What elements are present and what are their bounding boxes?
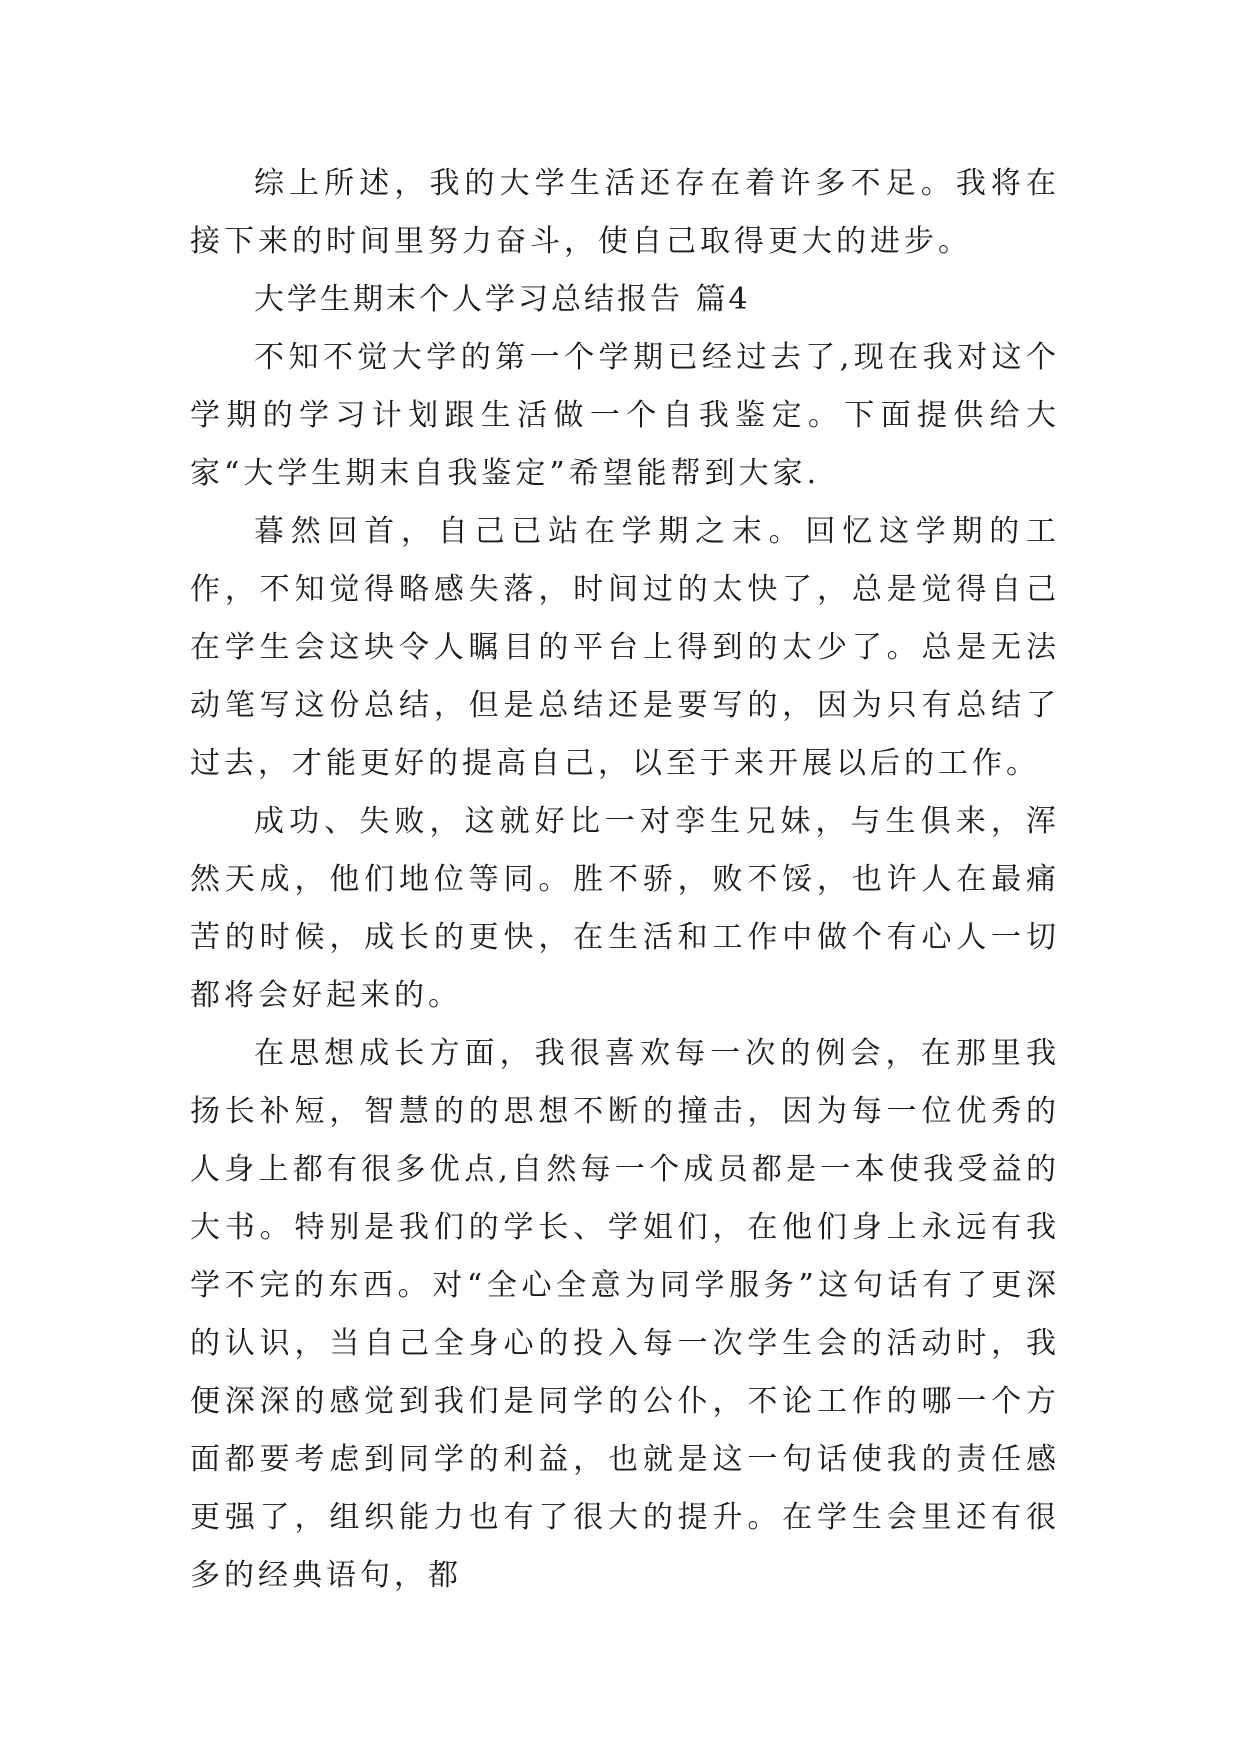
paragraph-intro: 不知不觉大学的第一个学期已经过去了,现在我对这个学期的学习计划跟生活做一个自我鉴定。下面提供给大家“大学生期末自我鉴定”希望能帮到大家. [190,340,1060,491]
paragraph-growth: 在思想成长方面，我很喜欢每一次的例会，在那里我扬长补短，智慧的的思想不断的撞击，因为每一位优秀的人身上都有很多优点,自然每一个成员都是一本使我受益的大书。特别是我们的学长、学姐们，在他们身上永远有我学不完的东西。对“全心全意为同学服务”这句话有了更深的认识，当自己全身心的投入每一次学生会的活动时，我便深深的感觉到我们是同学的公仆，不论工作的哪一个方面都要考虑到同学的利益，也就是这一句话使我的责任感更强了，组织能力也有了很大的提升。在学生会里还有很多的经典语句，都 [190,1036,1060,1593]
section-heading: 大学生期末个人学习总结报告 篇4 [254,282,751,317]
paragraph-conclusion: 综上所述，我的大学生活还存在着许多不足。我将在接下来的时间里努力奋斗，使自己取得更大的进步。 [190,166,1060,259]
document-body [190,155,1060,1605]
paragraph-reflection: 暮然回首，自己已站在学期之末。回忆这学期的工作，不知觉得略感失落，时间过的太快了，总是觉得自己在学生会这块令人瞩目的平台上得到的太少了。总是无法动笔写这份总结，但是总结还是要写的，因为只有总结了过去，才能更好的提高自己，以至于来开展以后的工作。 [190,514,1060,781]
paragraph-success-failure: 成功、失败，这就好比一对孪生兄妹，与生俱来，浑然天成，他们地位等同。胜不骄，败不馁，也许人在最痛苦的时候，成长的更快，在生活和工作中做个有心人一切都将会好起来的。 [190,804,1060,1013]
